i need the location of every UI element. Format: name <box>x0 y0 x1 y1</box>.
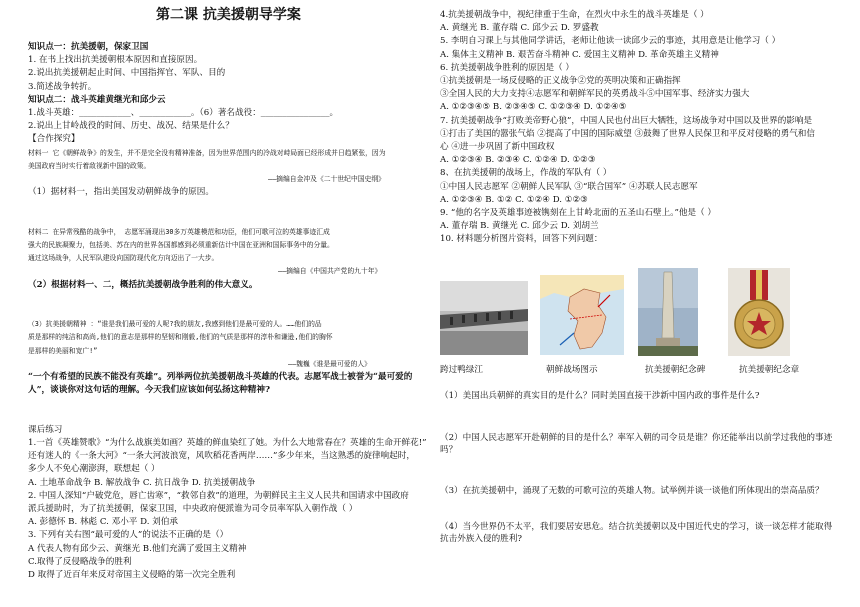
right-line: 6. 抗美援朝战争胜利的原因是（ ） <box>440 62 574 73</box>
right-line: A. ①②③④ B. ②③④ C. ①②④ D. ①②③ <box>440 155 596 166</box>
left-line: ——魏巍《谁是最可爱的人》 <box>288 359 371 368</box>
question-4: （4）当今世界仍不太平，我们要居安思危。结合抗美援朝以及中国近代史的学习，谈一谈怎样才能取得 <box>440 522 833 532</box>
map-korean-war <box>540 275 624 355</box>
left-line: 通过这场战争，人民军队建设向国防现代化方向迈出了一大步。 <box>28 254 219 263</box>
right-line: 8、在抗美援朝的战场上，作战的军队有（ ） <box>440 168 612 179</box>
left-line: A 代表人物有邱少云、黄继光 B.他们充满了爱国主义精神 <box>28 543 247 554</box>
left-line: “一个有希望的民族不能没有英雄”。列举两位抗美援朝战斗英雄的代表。志愿军战士被誉为“最可爱的 <box>28 372 413 382</box>
right-line: A. 集体主义精神 B. 艰苦奋斗精神 C. 爱国主义精神 D. 革命英雄主义精神 <box>440 49 719 60</box>
left-line: 材料一 它《朝鲜战争》的发生，并不是完全没有精神准备，因为世界范围内的冷战对峙局面已经形成并日趋紧张，因为 <box>28 148 386 157</box>
left-line: 派兵援助时，为了抗美援朝，保家卫国，中央政府便派谁为司令员率军队入朝作战（ ） <box>28 504 358 514</box>
left-line: 知识点一：抗美援朝，保家卫国 <box>28 42 149 52</box>
question-2-cont: 吗？ <box>440 445 458 455</box>
left-line: 美国政府当时实行着敌视新中国的政策。 <box>28 161 151 170</box>
caption-medal: 抗美援朝纪念章 <box>739 365 800 375</box>
right-line: ①抗美援朝是一场反侵略的正义战争②党的英明决策和正确指挥 <box>440 76 681 86</box>
left-line: 知识点二：战斗英雄黄继光和邱少云 <box>28 94 166 105</box>
question-1: （1）美国出兵朝鲜的真实目的是什么？同时美国直接干涉新中国内政的事件是什么? <box>440 391 760 401</box>
page-title: 第二课 抗美援朝导学案 <box>156 7 301 23</box>
right-line: A. ①②③④ B. ①② C. ①②④ D. ①②③ <box>440 194 588 205</box>
left-line: 材料二 在异常残酷的战争中， 志愿军涌现出30多万英雄模范和功臣，他们可歌可泣的英雄事迹汇成 <box>28 227 330 236</box>
right-line: A. ①②③④⑤ B. ②③④⑤ C. ①②③④ D. ①②④⑤ <box>440 102 627 113</box>
right-line: ①中国人民志愿军 ②朝鲜人民军队 ③“联合国军” ④苏联人民志愿军 <box>440 181 698 192</box>
left-line: ——摘编自《中国共产党的九十年》 <box>278 267 382 276</box>
left-line: （1）据材料一，指出美国发动朝鲜战争的原因。 <box>28 187 214 198</box>
left-line: ——摘编自金冲及《二十世纪中国史纲》 <box>268 175 385 183</box>
left-line: 2. 中国人深知“户破党危，唇亡齿寒”，“救邻自救”的道理，为朝鲜民主主义人民共和国请求中国政府 <box>28 490 409 501</box>
question-2: （2）中国人民志愿军开赴朝鲜的目的是什么？率军入朝的司令员是谁？你还能举出以前学过我他的事迹 <box>440 433 833 443</box>
right-line: 5. 李明自习课上与其他同学讲话，老师让他读一读邱少云的事迹，其用意是让他学习（ ） <box>440 36 781 47</box>
left-line: A. 彭德怀 B. 林彪 C. 邓小平 D. 刘伯承 <box>28 517 178 528</box>
right-line: 心 ④进一步巩固了新中国政权 <box>440 142 555 152</box>
left-line: 质是那样的纯洁和高尚,他们的意志是那样的坚韧和刚毅,他们的气质是那样的淳朴和谦逊,他们的胸怀 <box>28 333 333 342</box>
left-line: 3.简述战争转折。 <box>28 81 97 92</box>
right-line: 7. 抗美援朝战争“打败美帝野心狼”，中国人民也付出巨大牺牲，这场战争对中国以及世界的影响是 <box>440 115 813 126</box>
right-line: 9. “他的名字及英雄事迹被镌刻在上甘岭北面的五圣山石壁上。”他是（ ） <box>440 208 716 218</box>
left-line: 强大的民族凝聚力，包括美、苏在内的世界各国都感到必须重新估计中国在亚洲和国际事务中的分量。 <box>28 241 334 249</box>
right-line: 4.抗美援朝战争中，视纪律重于生命，在烈火中永生的战斗英雄是（ ） <box>440 10 709 20</box>
left-line: （3）抗美援朝精神 ：“谁是我们最可爱的人呢?我的朋友,我感到他们是最可爱的人。……他们的品 <box>28 320 322 329</box>
right-line: ①打击了美国的嚣张气焰 ②提高了中国的国际威望 ③鼓舞了世界人民保卫和平反对侵略的勇气和信 <box>440 128 815 139</box>
right-line: 10. 材料题分析图片资料，回答下列问题： <box>440 234 603 245</box>
left-line: 还有迷人的《一条大河》“一条大河波浪宽，风吹稻花香两岸……”多少年来，当这熟悉的旋律响起时， <box>28 451 415 462</box>
left-line: 1.战斗英雄：____________、____________。（6）著名战役：________________。 <box>28 108 339 118</box>
left-line: 多少人不免心潮澎湃，联想起（ ） <box>28 464 160 475</box>
caption-crossing-yalu: 跨过鸭绿江 <box>440 365 483 375</box>
left-line: 是那样的美丽和宽广!” <box>28 346 98 355</box>
left-line: （2）根据材料一、二，概括抗美援朝战争胜利的伟大意义。 <box>28 279 258 290</box>
left-line: 人”，谈谈你对这句话的理解。今天我们应该如何弘扬这种精神? <box>28 385 271 396</box>
right-line: A. 董存瑞 B. 黄继光 C. 邱少云 D. 刘胡兰 <box>440 221 599 232</box>
left-line: A. 土地革命战争 B. 解放战争 C. 抗日战争 D. 抗美援朝战争 <box>28 477 256 488</box>
caption-monument: 抗美援朝纪念碑 <box>645 365 706 375</box>
left-line: C.取得了反侵略战争的胜利 <box>28 556 132 567</box>
left-line: 1.一首《英雄赞歌》“为什么战旗美如画？英雄的鲜血染红了她。为什么大地常春在？英雄的生命开鲜花!” <box>28 438 427 448</box>
monument-photo <box>638 268 698 356</box>
left-line: 3. 下列有关右图“最可爱的人”的说法不正确的是（） <box>28 530 229 541</box>
right-line: A. 黄继光 B. 董存瑞 C. 邱少云 D. 罗盛教 <box>440 23 599 34</box>
left-line: 1. 在书上找出抗美援朝根本原因和直接原因。 <box>28 55 203 66</box>
left-line: 2.说出上甘岭战役的时间、历史、战况、结果是什么？ <box>28 121 234 132</box>
question-3: （3）在抗美援朝中，涌现了无数的可歌可泣的英雄人物。试举例并谈一谈他们所体现出的崇高品质？ <box>440 486 824 496</box>
left-line: 课后练习 <box>28 424 63 435</box>
left-line: 【合作探究】 <box>28 134 80 145</box>
question-4-cont: 抗击外族入侵的胜利? <box>440 534 522 544</box>
photo-crossing-yalu <box>440 281 528 355</box>
left-line: 2.说出抗美援朝起止时间、中国指挥官、军队、目的 <box>28 68 226 79</box>
caption-map: 朝鲜战场图示 <box>546 365 598 375</box>
left-line: D 取得了近百年来反对帝国主义侵略的第一次完全胜利 <box>28 570 236 580</box>
medal-photo <box>728 268 790 356</box>
right-line: ③全国人民的大力支持④志愿军和朝鲜军民的英勇战斗⑤中国军事、经济实力强大 <box>440 89 750 100</box>
